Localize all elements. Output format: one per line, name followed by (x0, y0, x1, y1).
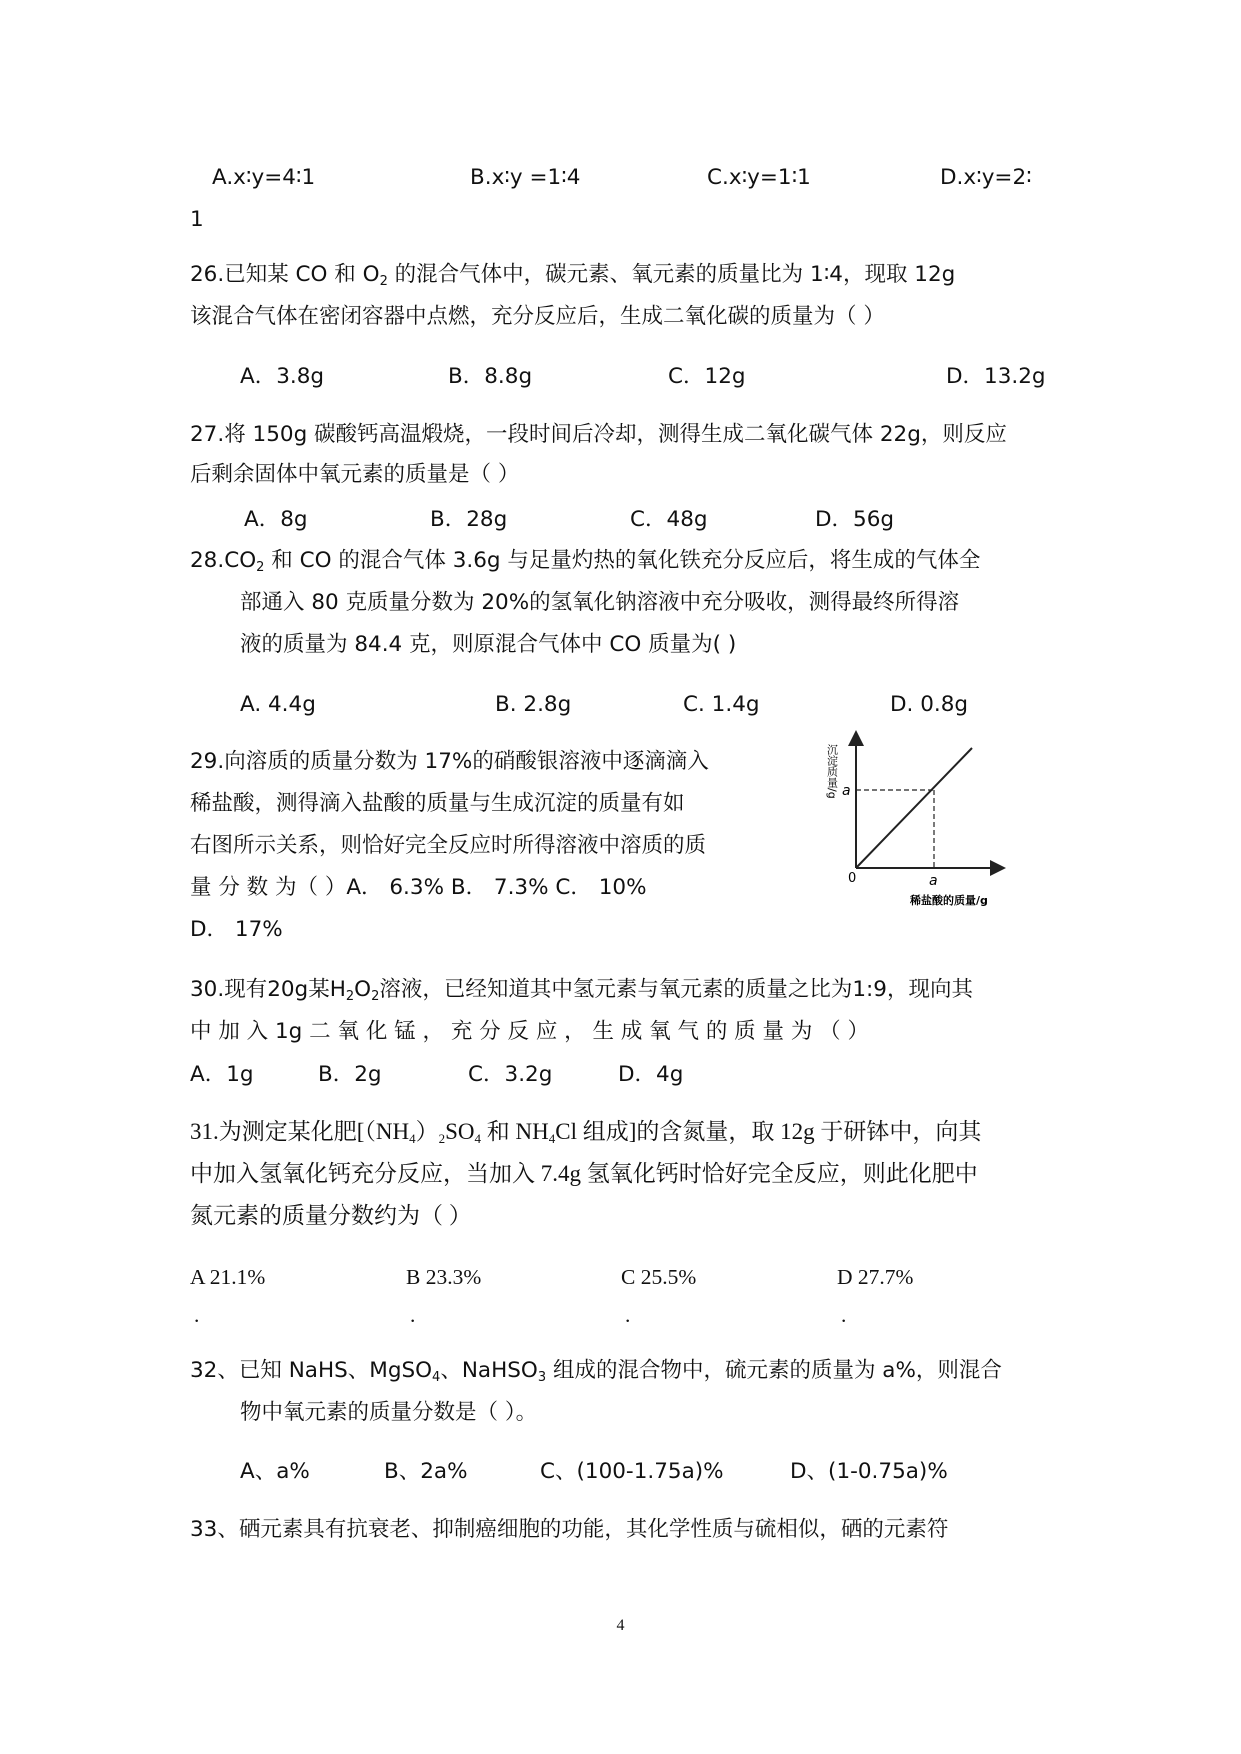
q32-option-b: B、2a% (384, 1459, 468, 1484)
q31-dot-b: . (410, 1303, 416, 1327)
q29-line-3: 右图所示关系，则恰好完全反应时所得溶液中溶质的质 (190, 833, 707, 858)
q30-line-1: 30.现有20g某$H_2O_2$溶液，已经知道其中氢元素与氧元素的质量之比为1:9，现向其 (190, 977, 973, 1004)
q29-line-5: D． 17% (190, 917, 283, 942)
q28-option-a: A. 4.4g (240, 692, 316, 717)
graph-y-label: 沉淀质量/g (825, 744, 839, 799)
q30-option-b: B．2g (318, 1062, 382, 1087)
q31-option-a: A 21.1% (190, 1265, 266, 1289)
q32-option-a: A、a% (240, 1459, 310, 1484)
q26-option-a: A．3.8g (240, 364, 325, 389)
q33-line-1: 33、硒元素具有抗衰老、抑制癌细胞的功能，其化学性质与硫相似，硒的元素符 (190, 1517, 949, 1542)
q31-line-2: 中加入氢氧化钙充分反应，当加入 7.4g 氢氧化钙时恰好完全反应，则此化肥中 (190, 1161, 978, 1186)
q27-option-a: A．8g (244, 507, 308, 532)
q28-line-2: 部通入 80 克质量分数为 20%的氢氧化钠溶液中充分吸收，测得最终所得溶 (240, 590, 960, 615)
q25-option-d: D.x∶y=2∶ (940, 165, 1032, 190)
q29-line-1: 29.向溶质的质量分数为 17%的硝酸银溶液中逐滴滴入 (190, 749, 709, 774)
q32-option-c: C、(100-1.75a)% (540, 1459, 724, 1484)
q28-option-b: B. 2.8g (495, 692, 572, 717)
q30-option-c: C．3.2g (468, 1062, 553, 1087)
q31-option-b: B 23.3% (406, 1265, 482, 1289)
q25-option-d-cont: 1 (190, 207, 204, 232)
q31-dot-a: . (194, 1303, 200, 1327)
q25-option-a: A.x∶y=4∶1 (212, 165, 316, 190)
q28-option-c: C. 1.4g (683, 692, 760, 717)
q26-line-1: 26.已知某 CO 和 $O_2$ 的混合气体中，碳元素、氧元素的质量比为 1∶4，现取 12g (190, 262, 956, 289)
graph-x-tick: a (929, 873, 938, 889)
q30-option-d: D．4g (618, 1062, 684, 1087)
q27-line-2: 后剩余固体中氧元素的质量是（ ） (190, 462, 520, 487)
graph-x-label: 稀盐酸的质量/g (910, 894, 988, 907)
q28-line-3: 液的质量为 84.4 克，则原混合气体中 CO 质量为( ) (240, 632, 737, 657)
q25-option-c: C.x∶y=1∶1 (707, 165, 811, 190)
q27-option-b: B．28g (430, 507, 508, 532)
q30-option-a: A．1g (190, 1062, 254, 1087)
q27-option-c: C．48g (630, 507, 708, 532)
q29-line-2: 稀盐酸，测得滴入盐酸的质量与生成沉淀的质量有如 (190, 791, 685, 816)
q30-line-2: 中 加 入 1g 二 氧 化 锰 ， 充 分 反 应 ， 生 成 氧 气 的 质 量 为 （ ） (190, 1019, 870, 1044)
q29-graph (825, 728, 1050, 908)
q26-line-2: 该混合气体在密闭容器中点燃，充分反应后，生成二氧化碳的质量为（ ） (190, 304, 885, 329)
q31-option-d: D 27.7% (837, 1265, 914, 1289)
q28-line-1: $28.CO_2$ 和 CO 的混合气体 3.6g 与足量灼热的氧化铁充分反应后，将生成的气体全 (190, 548, 981, 575)
q31-line-1: 31.为测定某化肥[$(NH_4)_2SO_4$ 和 $NH_4Cl$ 组成]的含氮量，取 12g 于研钵中，向其 (190, 1119, 982, 1146)
q27-line-1: 27.将 150g 碳酸钙高温煅烧，一段时间后冷却，测得生成二氧化碳气体 22g，则反应 (190, 422, 1007, 447)
graph-line (856, 748, 972, 868)
q28-option-d: D. 0.8g (890, 692, 969, 717)
q32-option-d: D、(1-0.75a)% (790, 1459, 948, 1484)
graph-origin: 0 (848, 871, 857, 886)
q26-option-b: B．8.8g (448, 364, 533, 389)
q25-option-b: B.x∶y =1∶4 (470, 165, 581, 190)
q31-dot-c: . (625, 1303, 631, 1327)
q29-line-4: 量 分 数 为（ ）A． 6.3% B． 7.3% C． 10% (190, 875, 647, 900)
page-number: 4 (616, 1617, 625, 1634)
q32-line-1: 32、已知 NaHS、MgSO$_4$、NaHSO$_3$ 组成的混合物中，硫元素的质量为 a%，则混合 (190, 1358, 1002, 1385)
q31-line-3: 氮元素的质量分数约为（ ） (190, 1203, 472, 1228)
q31-dot-d: . (841, 1303, 847, 1327)
q26-option-c: C．12g (668, 364, 746, 389)
q26-option-d: D．13.2g (946, 364, 1046, 389)
q31-option-c: C 25.5% (621, 1265, 697, 1289)
q27-option-d: D．56g (815, 507, 895, 532)
q32-line-2: 物中氧元素的质量分数是（ ）。 (240, 1400, 538, 1425)
graph-y-tick: a (842, 783, 851, 799)
